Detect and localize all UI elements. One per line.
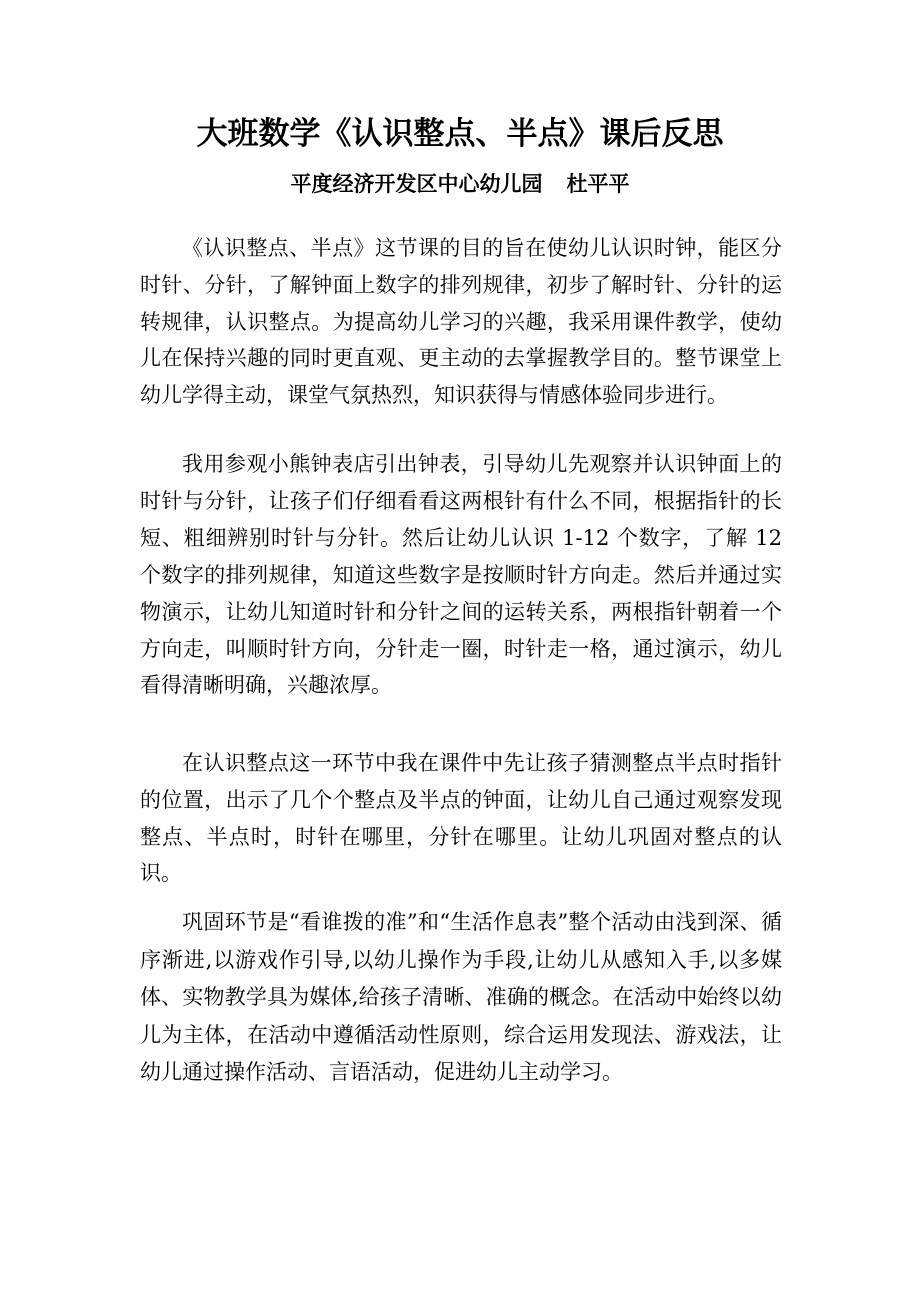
body-paragraph-2: 我用参观小熊钟表店引出钟表，引导幼儿先观察并认识钟面上的时针与分针，让孩子们仔细看看这两根针有什么不同，根据指针的长短、粗细辨别时针与分针。然后让幼儿认识 1-12 个数字，了解 12 个数字的排列规律，知道这些数字是按顺时针方向走。然后并通过实物演示，让幼儿知道时针和分针之间的运转关系，两根指针朝着一个方向走，叫顺时针方向，分针走一圈，时针走一格，通过演示，幼儿看得清晰明确，兴趣浓厚。	[140, 452, 782, 698]
body-paragraph-4: 巩固环节是“看谁拨的准”和“生活作息表”整个活动由浅到深、循序渐进,以游戏作引导,以幼儿操作为手段,让幼儿从感知入手,以多媒体、实物教学具为媒体,给孩子清晰、准确的概念。在活动中始终以幼儿为主体，在活动中遵循活动性原则，综合运用发现法、游戏法，让幼儿通过操作活动、言语活动，促进幼儿主动学习。	[140, 910, 782, 1085]
author-name: 杜平平	[566, 171, 630, 196]
document-title: 大班数学《认识整点、半点》课后反思	[196, 116, 724, 152]
body-paragraph-3: 在认识整点这一环节中我在课件中先让孩子猜测整点半点时指针的位置，出示了几个个整点及半点的钟面，让幼儿自己通过观察发现整点、半点时，时针在哪里，分针在哪里。让幼儿巩固对整点的认识。	[140, 751, 782, 886]
author-organization: 平度经济开发区中心幼儿园	[290, 171, 543, 196]
body-paragraph-1: 《认识整点、半点》这节课的目的旨在使幼儿认识时钟，能区分时针、分针，了解钟面上数字的排列规律，初步了解时针、分针的运转规律，认识整点。为提高幼儿学习的兴趣，我采用课件教学，使幼儿在保持兴趣的同时更直观、更主动的去掌握教学目的。整节课堂上幼儿学得主动，课堂气氛热烈，知识获得与情感体验同步进行。	[140, 236, 782, 408]
document-byline	[0, 168, 920, 200]
